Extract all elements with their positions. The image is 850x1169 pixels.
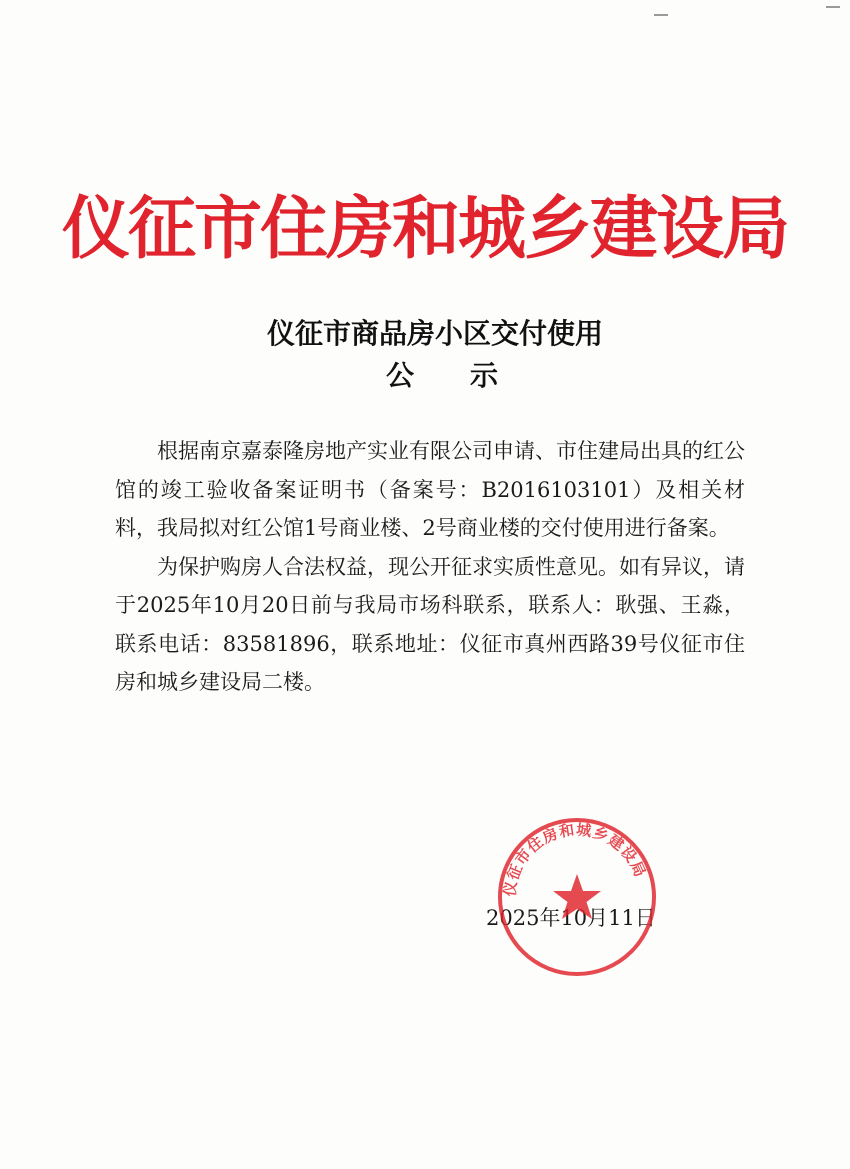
seal-text: 仪征市住房和城乡建设局 [500, 820, 650, 898]
document-date: 2025年10月11日 [486, 906, 656, 930]
star-icon [553, 874, 601, 919]
scan-mark [654, 14, 668, 16]
document-title: 仪征市商品房小区交付使用 [266, 317, 603, 350]
body-paragraph: 根据南京嘉泰隆房地产实业有限公司申请、市住建局出具的红公馆的竣工验收备案证明书（备案号：B2016103101）及相关材料，我局拟对红公馆1号商业楼、2号商业楼的交付使用进行备案。 [115, 439, 745, 540]
official-seal [496, 816, 658, 978]
document-subtitle: 公示 [385, 359, 554, 392]
body-paragraph: 为保护购房人合法权益，现公开征求实质性意见。如有异议，请于2025年10月20日前与我局市场科联系，联系人：耿强、王淼，联系电话：83581896，联系地址：仪征市真州西路39号仪征市住房和城乡建设局二楼。 [115, 554, 745, 694]
document-body [115, 432, 745, 702]
scan-mark [826, 6, 840, 8]
agency-header: 仪征市住房和城乡建设局 [61, 190, 788, 269]
